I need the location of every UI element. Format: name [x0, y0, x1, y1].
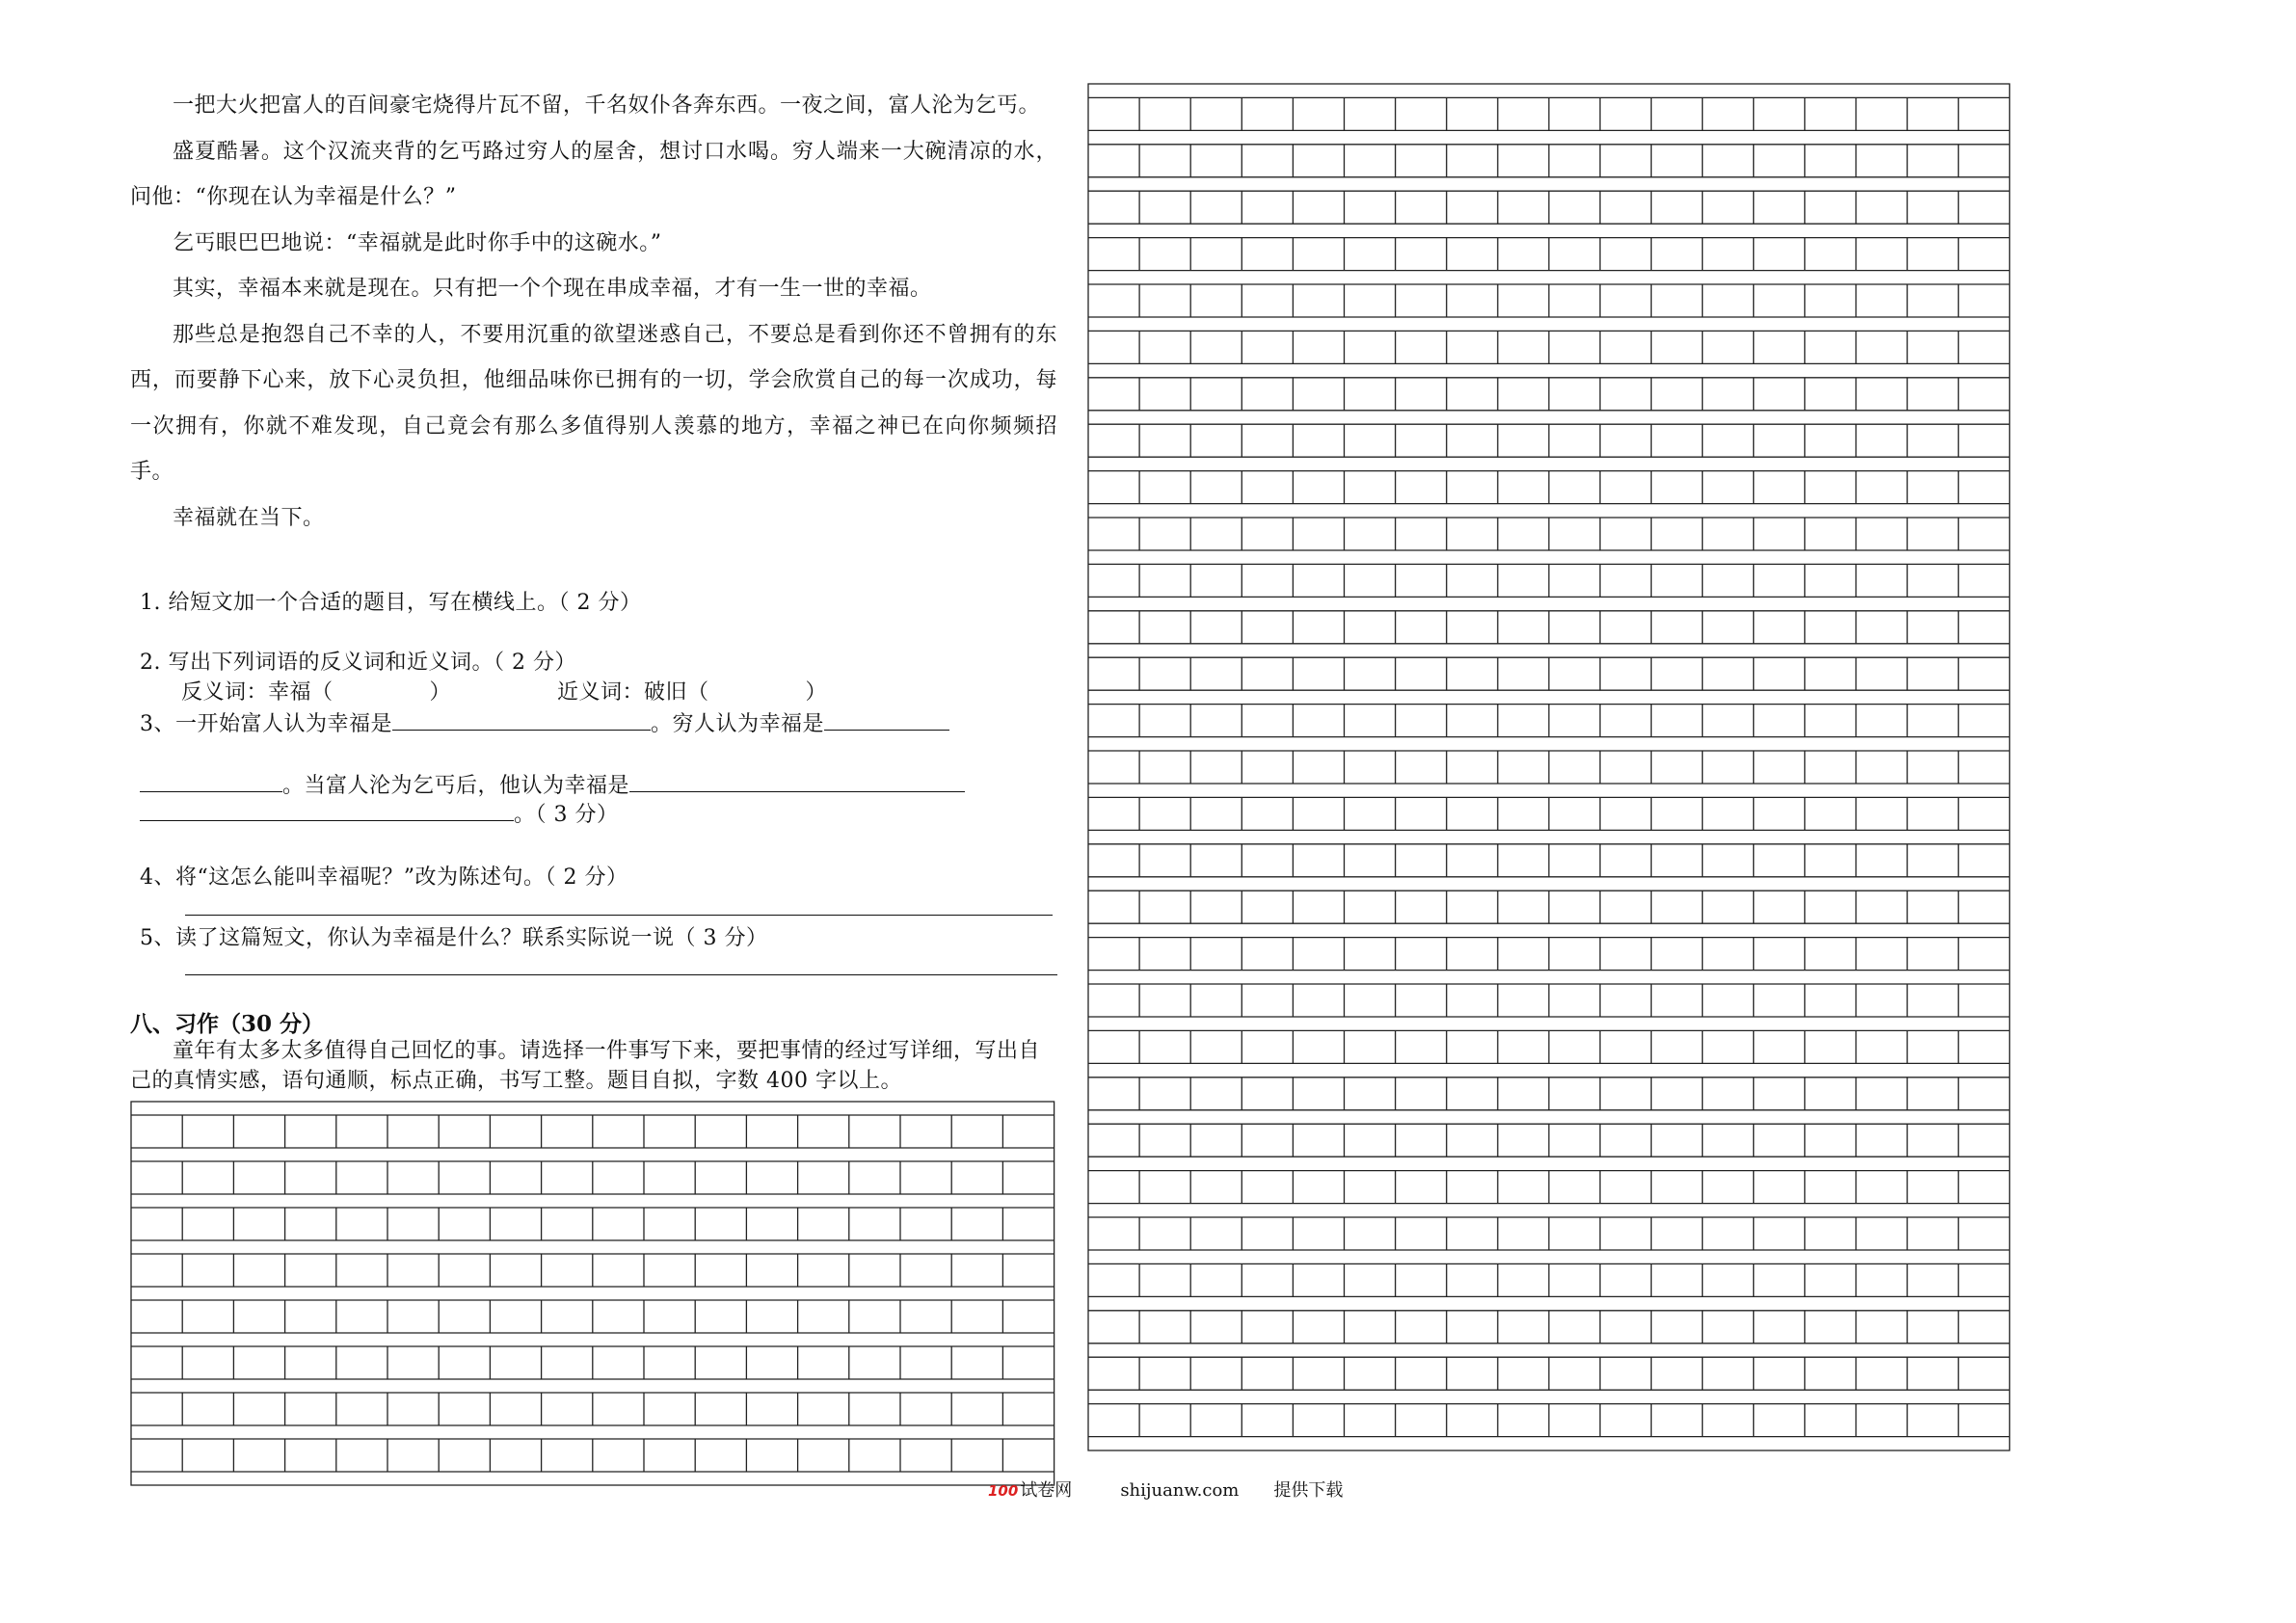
question-3-part-d: 。（ 3 分） [514, 803, 619, 827]
question-3-blank-2[interactable] [824, 708, 949, 731]
passage-paragraph-3: 乞丐眼巴巴地说：“幸福就是此时你手中的这碗水。” [173, 230, 662, 255]
question-3-part-b: 。穷人认为幸福是 [651, 712, 825, 736]
site-logo: 100 [988, 1482, 1019, 1500]
antonym-close: ） [429, 680, 452, 705]
reading-passage [130, 83, 1057, 541]
question-3-part-a: 3、一开始富人认为幸福是 [140, 712, 392, 736]
passage-paragraph-2: 盛夏酷暑。这个汉流夹背的乞丐路过穷人的屋舍，想讨口水喝。穷人端来一大碗清凉的水，问他：“你现在认为幸福是什么？” [130, 139, 1057, 209]
passage-paragraph-5: 那些总是抱怨自己不幸的人，不要用沉重的欲望迷惑自己，不要总是看到你还不曾拥有的东西，而要静下心来，放下心灵负担，他细品味你已拥有的一切，学会欣赏自己的每一次成功，每一次拥有，你就不难发现，自己竟会有那么多值得别人羡慕的地方，幸福之神已在向你频频招手。 [130, 322, 1057, 484]
footer [988, 1477, 1343, 1502]
site-url[interactable]: shijuanw.com [1120, 1480, 1240, 1501]
question-2-antonym [181, 676, 451, 705]
question-2-synonym [557, 676, 827, 705]
passage-paragraph-4: 其实，幸福本来就是现在。只有把一个个现在串成幸福，才有一生一世的幸福。 [173, 277, 932, 301]
synonym-close: ） [805, 680, 828, 705]
footer-suffix: 提供下载 [1273, 1480, 1344, 1501]
writing-grid-left[interactable] [130, 1101, 1055, 1486]
question-4: 4、将“这怎么能叫幸福呢？”改为陈述句。（ 2 分） [140, 865, 628, 890]
composition-title: 八、习作（30 分） [130, 1011, 325, 1037]
question-3-blank-3[interactable] [140, 770, 282, 792]
composition-prompt: 童年有太多太多值得自己回忆的事。请选择一件事写下来，要把事情的经过写详细，写出自己的真情实感，语句通顺，标点正确，书写工整。题目自拟，字数 400 字以上。 [130, 1039, 1041, 1093]
site-name: 试卷网 [1020, 1480, 1073, 1501]
question-5-answer-line[interactable] [185, 974, 1057, 975]
question-4-answer-line[interactable] [185, 915, 1053, 916]
synonym-label: 近义词：破旧（ [557, 680, 709, 705]
antonym-label: 反义词：幸福（ [181, 680, 334, 705]
grid-svg [130, 1101, 1055, 1486]
question-3-line-2 [140, 769, 965, 799]
question-3-line-3 [140, 798, 618, 828]
question-2: 2. 写出下列词语的反义词和近义词。（ 2 分） [140, 651, 576, 675]
question-5: 5、读了这篇短文，你认为幸福是什么？联系实际说一说（ 3 分） [140, 926, 768, 950]
passage-paragraph-6: 幸福就在当下。 [173, 505, 325, 530]
question-3-line-1 [140, 707, 949, 737]
question-1: 1. 给短文加一个合适的题目，写在横线上。（ 2 分） [140, 591, 642, 615]
question-3-blank-5[interactable] [140, 799, 514, 821]
grid-svg [1087, 83, 2011, 1451]
question-3-part-c: 。当富人沦为乞丐后，他认为幸福是 [282, 774, 630, 798]
writing-grid-right[interactable] [1087, 83, 2011, 1451]
question-3-blank-4[interactable] [629, 770, 965, 792]
question-3-blank-1[interactable] [392, 708, 651, 731]
passage-paragraph-1: 一把大火把富人的百间豪宅烧得片瓦不留，千名奴仆各奔东西。一夜之间，富人沦为乞丐。 [173, 93, 1041, 118]
